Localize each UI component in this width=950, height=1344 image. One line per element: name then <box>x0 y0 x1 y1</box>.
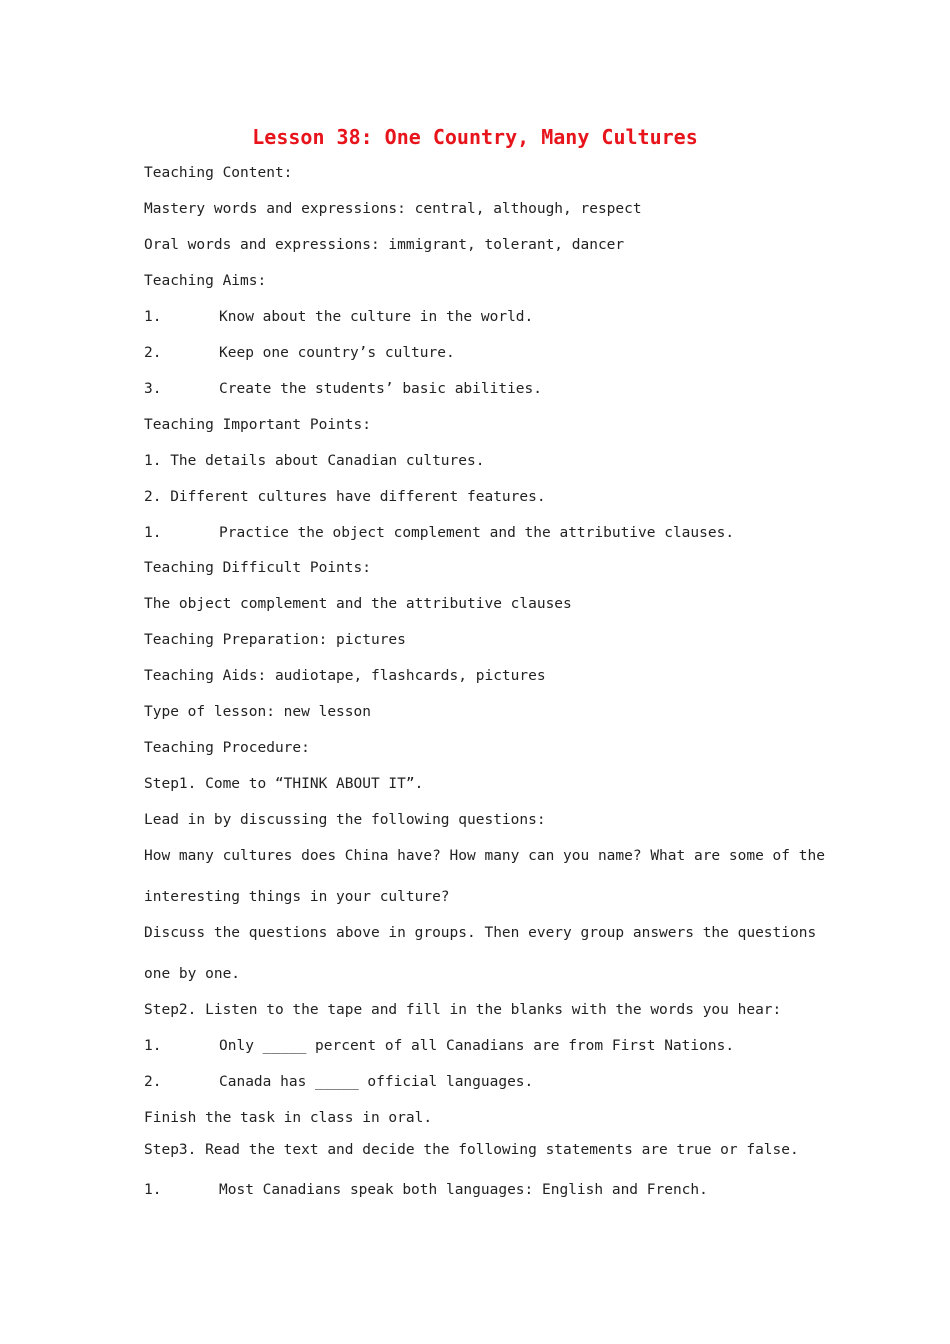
line-text: 2. Different cultures have different features. <box>144 489 546 505</box>
text-line <box>144 271 266 291</box>
line-text: Teaching Preparation: pictures <box>144 632 406 648</box>
text-line <box>144 702 371 722</box>
line-number: 1. <box>144 309 162 325</box>
numbered-line <box>144 1036 734 1056</box>
line-text: Teaching Important Points: <box>144 417 371 433</box>
text-line <box>144 487 546 507</box>
line-text: one by one. <box>144 966 241 982</box>
line-text: Type of lesson: new lesson <box>144 704 371 720</box>
line-text: Practice the object complement and the attributive clauses. <box>219 525 735 541</box>
line-text: Finish the task in class in oral. <box>144 1110 433 1126</box>
numbered-line <box>144 343 455 363</box>
text-line <box>144 964 240 984</box>
text-line <box>144 199 642 219</box>
line-text: The object complement and the attributive clauses <box>144 596 572 612</box>
text-line <box>144 594 572 614</box>
text-line <box>144 666 546 686</box>
line-text: Step1. Come to “THINK ABOUT IT”. <box>144 776 424 792</box>
numbered-line <box>144 1180 708 1200</box>
text-line <box>144 235 624 255</box>
text-line <box>144 738 310 758</box>
line-text: Step2. Listen to the tape and fill in the blanks with the words you hear: <box>144 1002 782 1018</box>
line-number: 2. <box>144 1074 162 1090</box>
text-line <box>144 163 292 183</box>
line-text: Keep one country’s culture. <box>219 345 455 361</box>
line-number: 3. <box>144 381 162 397</box>
line-text: Teaching Procedure: <box>144 740 310 756</box>
line-text: Step3. Read the text and decide the following statements are true or false. <box>144 1142 799 1158</box>
text-line <box>144 810 546 830</box>
line-text: Teaching Aims: <box>144 273 267 289</box>
numbered-line <box>144 1072 533 1092</box>
line-text: Only _____ percent of all Canadians are from First Nations. <box>219 1038 735 1054</box>
numbered-line <box>144 523 734 543</box>
text-line <box>144 558 371 578</box>
line-text: Teaching Difficult Points: <box>144 560 371 576</box>
numbered-line <box>144 307 533 327</box>
line-text: interesting things in your culture? <box>144 889 450 905</box>
line-text: Teaching Content: <box>144 165 293 181</box>
line-text: How many cultures does China have? How many can you name? What are some of the <box>144 848 825 864</box>
line-number: 1. <box>144 1038 162 1054</box>
line-number: 1. <box>144 1182 162 1198</box>
text-line <box>144 415 371 435</box>
text-line <box>144 451 484 471</box>
line-text: Oral words and expressions: immigrant, tolerant, dancer <box>144 237 625 253</box>
line-text: Lead in by discussing the following questions: <box>144 812 546 828</box>
text-line <box>144 630 406 650</box>
text-line <box>144 846 825 866</box>
text-line <box>144 923 816 943</box>
lesson-title: Lesson 38: One Country, Many Cultures <box>252 125 698 149</box>
line-text: Canada has _____ official languages. <box>219 1074 534 1090</box>
line-text: 1. The details about Canadian cultures. <box>144 453 485 469</box>
text-line <box>144 1000 781 1020</box>
line-text: Know about the culture in the world. <box>219 309 534 325</box>
text-line <box>144 774 423 794</box>
line-text: Teaching Aids: audiotape, flashcards, pictures <box>144 668 546 684</box>
text-line <box>144 887 450 907</box>
line-number: 1. <box>144 525 162 541</box>
numbered-line <box>144 379 542 399</box>
line-text: Discuss the questions above in groups. Then every group answers the questions <box>144 925 817 941</box>
line-text: Most Canadians speak both languages: English and French. <box>219 1182 708 1198</box>
text-line <box>144 1140 799 1160</box>
text-line <box>144 1108 432 1128</box>
line-text: Mastery words and expressions: central, although, respect <box>144 201 642 217</box>
line-text: Create the students’ basic abilities. <box>219 381 543 397</box>
line-number: 2. <box>144 345 162 361</box>
